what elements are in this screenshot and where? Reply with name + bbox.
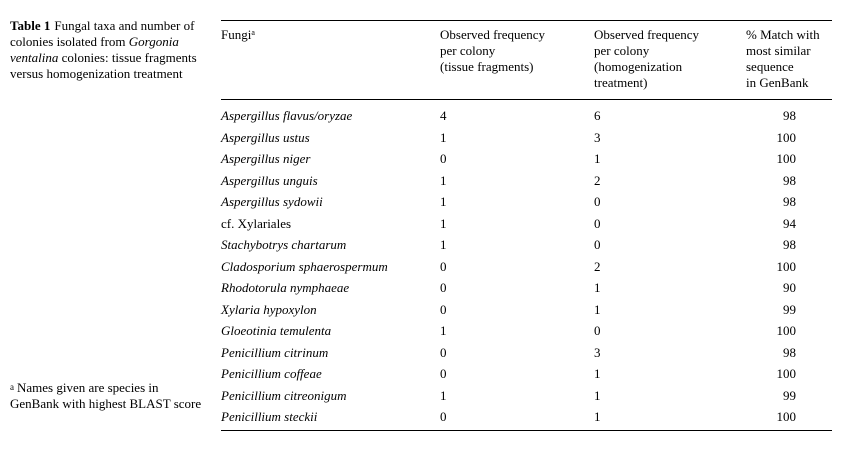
genbank-match: 100	[776, 323, 796, 338]
footnote-text: Names given are species in GenBank with highest BLAST score	[10, 380, 202, 411]
fungus-name: Penicillium citreonigum	[221, 387, 347, 403]
tissue-frequency: 0	[440, 344, 447, 360]
genbank-match: 100	[776, 258, 796, 274]
tissue-frequency: 0	[440, 366, 447, 381]
table-header	[221, 21, 832, 99]
table-row	[221, 256, 832, 278]
table-row	[221, 148, 832, 170]
table-row	[221, 127, 832, 149]
bottom-rule	[221, 430, 832, 431]
tissue-frequency: 1	[440, 194, 447, 209]
tissue-frequency: 1	[440, 237, 447, 252]
table-row	[221, 385, 832, 407]
footnote-marker: a	[10, 382, 14, 392]
genbank-match: 100	[776, 129, 796, 145]
table-row	[221, 105, 832, 127]
fungus-name: Stachybotrys chartarum	[221, 237, 347, 252]
header-match: % Match with most similar sequence in GenBank	[746, 27, 820, 90]
tissue-frequency: 4	[440, 108, 447, 123]
header-homogenization: Observed frequency per colony (homogenization treatment)	[594, 27, 700, 90]
tissue-frequency: 0	[440, 409, 447, 424]
genbank-match: 99	[783, 387, 796, 403]
fungus-name: Aspergillus niger	[221, 151, 311, 166]
homogenization-frequency: 1	[594, 366, 601, 381]
table-row	[221, 234, 832, 256]
homogenization-frequency: 3	[594, 129, 601, 145]
fungus-name: Cladosporium sphaerospermum	[221, 258, 388, 274]
tissue-frequency: 1	[440, 215, 447, 231]
fungus-name: Penicillium steckii	[221, 409, 318, 424]
genbank-match: 98	[783, 108, 796, 123]
tissue-frequency: 0	[440, 301, 447, 317]
table-row	[221, 363, 832, 385]
caption-text-1: Fungal taxa and number of colonies isolated from	[10, 18, 195, 49]
table-row	[221, 213, 832, 235]
table-footnote	[10, 380, 205, 412]
homogenization-frequency: 1	[594, 387, 601, 403]
genbank-match: 98	[783, 344, 796, 360]
table-row	[221, 320, 832, 342]
tissue-frequency: 1	[440, 387, 447, 403]
tissue-frequency: 0	[440, 280, 447, 295]
header-fungi-marker: a	[251, 28, 255, 37]
table-row	[221, 191, 832, 213]
fungus-name: Xylaria hypoxylon	[221, 301, 317, 317]
homogenization-frequency: 0	[594, 194, 601, 209]
fungus-name: Gloeotinia temulenta	[221, 323, 332, 338]
homogenization-frequency: 1	[594, 409, 601, 424]
homogenization-frequency: 1	[594, 280, 601, 295]
homogenization-frequency: 6	[594, 108, 601, 123]
fungi-table	[221, 20, 832, 431]
homogenization-frequency: 0	[594, 237, 601, 252]
genbank-match: 98	[783, 237, 796, 252]
table-row	[221, 342, 832, 364]
homogenization-frequency: 2	[594, 172, 601, 188]
genbank-match: 98	[783, 194, 796, 209]
header-fungi: Fungi$^a$	[221, 27, 255, 42]
homogenization-frequency: 1	[594, 151, 601, 166]
fungus-name: Penicillium citrinum	[221, 344, 329, 360]
genbank-match: 94	[783, 215, 796, 231]
fungus-name: Aspergillus ustus	[221, 129, 310, 145]
table-row	[221, 299, 832, 321]
fungus-name: Aspergillus unguis	[221, 172, 318, 188]
genbank-match: 90	[783, 280, 796, 295]
table-caption	[10, 18, 205, 82]
tissue-frequency: 1	[440, 129, 447, 145]
fungus-name: cf. Xylariales	[221, 215, 292, 231]
caption-text-2: colonies: tissue fragments versus homogenization treatment	[10, 50, 197, 81]
fungus-name: Aspergillus flavus/oryzae	[221, 108, 353, 123]
genbank-match: 98	[783, 172, 796, 188]
fungus-name: Aspergillus sydowii	[221, 194, 323, 209]
tissue-frequency: 1	[440, 172, 447, 188]
homogenization-frequency: 0	[594, 215, 601, 231]
genbank-match: 99	[783, 301, 796, 317]
genbank-match: 100	[776, 151, 796, 166]
table-row	[221, 170, 832, 192]
genbank-match: 100	[776, 409, 796, 424]
homogenization-frequency: 1	[594, 301, 601, 317]
table-row	[221, 277, 832, 299]
tissue-frequency: 1	[440, 323, 447, 338]
tissue-frequency: 0	[440, 258, 447, 274]
homogenization-frequency: 2	[594, 258, 601, 274]
table-row	[221, 406, 832, 428]
genbank-match: 100	[776, 366, 796, 381]
table-body	[221, 100, 832, 430]
homogenization-frequency: 3	[594, 344, 601, 360]
tissue-frequency: 0	[440, 151, 447, 166]
header-tissue: Observed frequency per colony (tissue fragments)	[440, 27, 546, 74]
caption-species: Gorgonia ventalina	[10, 34, 179, 65]
fungus-name: Penicillium coffeae	[221, 366, 322, 381]
table-label: Table 1	[10, 18, 51, 33]
fungus-name: Rhodotorula nymphaeae	[221, 280, 350, 295]
homogenization-frequency: 0	[594, 323, 601, 338]
